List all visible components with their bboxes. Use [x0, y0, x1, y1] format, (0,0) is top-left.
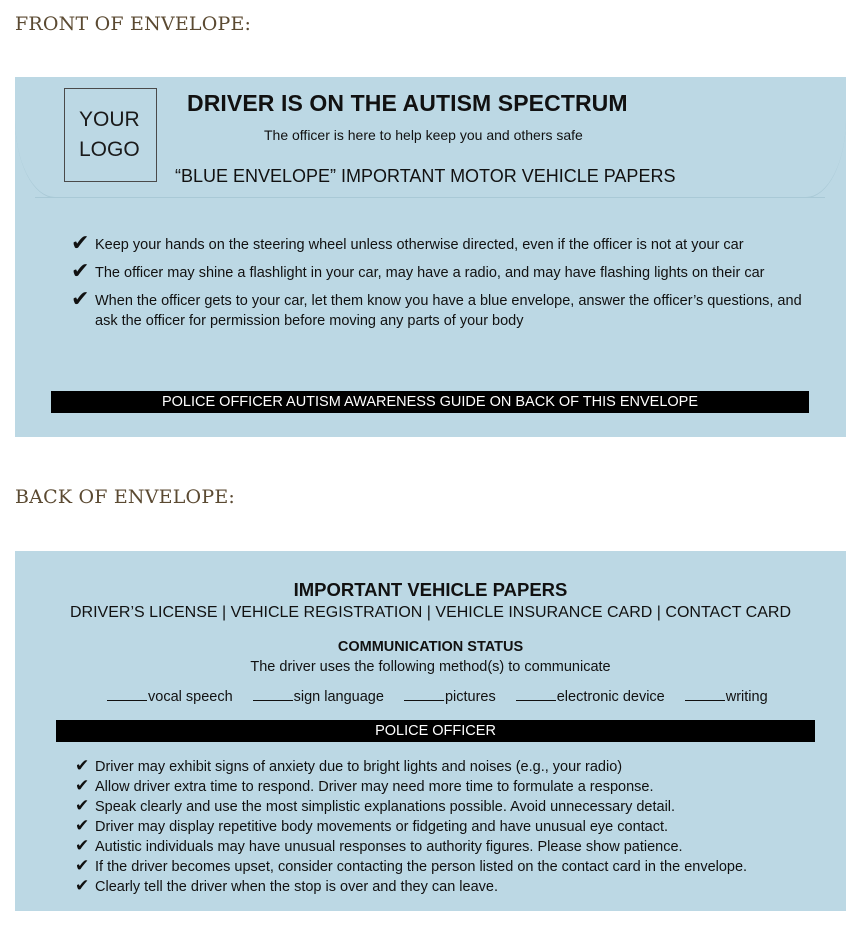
front-papers-title: “BLUE ENVELOPE” IMPORTANT MOTOR VEHICLE PAPERS [175, 166, 676, 186]
checklist-item-text: Allow driver extra time to respond. Driver may need more time to formulate a response. [95, 779, 654, 795]
communication-method-label: writing [725, 689, 768, 705]
check-mark-icon: ✔ [75, 876, 90, 895]
check-mark-icon: ✔ [75, 756, 90, 775]
checklist-item-text: Speak clearly and use the most simplistic explanations possible. Avoid unnecessary detail. [95, 799, 676, 815]
check-mark-icon: ✔ [71, 230, 90, 255]
checklist-item-text: Driver may display repetitive body movements or fidgeting and have unusual eye contact. [95, 819, 669, 835]
checklist-item [75, 877, 835, 897]
police-officer-banner: POLICE OFFICER [56, 720, 815, 742]
fill-in-blank [107, 690, 147, 701]
checklist-item-text: If the driver becomes upset, consider contacting the person listed on the contact card in the envelope. [95, 859, 748, 875]
back-title: IMPORTANT VEHICLE PAPERS [293, 579, 568, 600]
logo-placeholder [64, 88, 157, 182]
logo-line-1: YOUR [79, 108, 140, 131]
checklist-item [71, 286, 821, 331]
communication-method [685, 689, 768, 705]
fill-in-blank [516, 690, 556, 701]
communication-method-label: electronic device [556, 689, 665, 705]
checklist-item [75, 757, 835, 777]
front-of-envelope-heading: FRONT OF ENVELOPE: [15, 13, 252, 35]
back-of-envelope-heading: BACK OF ENVELOPE: [15, 486, 235, 508]
logo-line-2: LOGO [79, 138, 140, 161]
check-mark-icon: ✔ [75, 796, 90, 815]
check-mark-icon: ✔ [75, 776, 90, 795]
checklist-item [75, 837, 835, 857]
communication-method [107, 689, 233, 705]
checklist-item-text: The officer may shine a flashlight in your car, may have a radio, and may have flashing lights on their car [95, 265, 765, 281]
check-mark-icon: ✔ [75, 856, 90, 875]
communication-method [253, 689, 384, 705]
flap-line [35, 197, 825, 198]
front-checklist [71, 230, 821, 339]
checklist-item-text: Clearly tell the driver when the stop is over and they can leave. [95, 879, 498, 895]
checklist-item [75, 777, 835, 797]
communication-status-title: COMMUNICATION STATUS [337, 639, 524, 655]
check-mark-icon: ✔ [71, 286, 90, 311]
front-title: DRIVER IS ON THE AUTISM SPECTRUM [187, 90, 628, 116]
communication-methods [107, 689, 768, 705]
checklist-item [75, 797, 835, 817]
officer-checklist [75, 757, 835, 897]
communication-method-label: vocal speech [148, 689, 233, 705]
check-mark-icon: ✔ [75, 836, 90, 855]
fill-in-blank [253, 690, 293, 701]
documents-list: DRIVER’S LICENSE | VEHICLE REGISTRATION | VEHICLE INSURANCE CARD | CONTACT CARD [69, 604, 792, 621]
communication-method [404, 689, 496, 705]
communication-method-label: sign language [293, 689, 384, 705]
check-mark-icon: ✔ [71, 258, 90, 283]
envelope-front [15, 77, 846, 437]
fill-in-blank [404, 690, 444, 701]
check-mark-icon: ✔ [75, 816, 90, 835]
checklist-item [75, 857, 835, 877]
communication-method [516, 689, 665, 705]
checklist-item-text: When the officer gets to your car, let them know you have a blue envelope, answer the officer’s questions, and ask the officer for permission before moving any parts of your body [95, 293, 802, 329]
checklist-item [75, 817, 835, 837]
checklist-item-text: Keep your hands on the steering wheel unless otherwise directed, even if the officer is not at your car [95, 237, 744, 253]
front-guide-banner: POLICE OFFICER AUTISM AWARENESS GUIDE ON BACK OF THIS ENVELOPE [51, 391, 809, 413]
flap-edge-left [15, 117, 55, 198]
communication-method-label: pictures [444, 689, 496, 705]
fill-in-blank [685, 690, 725, 701]
envelope-back [15, 551, 846, 911]
checklist-item [71, 258, 821, 283]
flap-edge-right [806, 117, 846, 198]
communication-status-subtitle: The driver uses the following method(s) to communicate [250, 659, 611, 675]
checklist-item [71, 230, 821, 255]
front-subtitle: The officer is here to help keep you and others safe [264, 127, 583, 143]
checklist-item-text: Autistic individuals may have unusual responses to authority figures. Please show patience. [95, 839, 683, 855]
checklist-item-text: Driver may exhibit signs of anxiety due to bright lights and noises (e.g., your radio) [95, 759, 623, 775]
